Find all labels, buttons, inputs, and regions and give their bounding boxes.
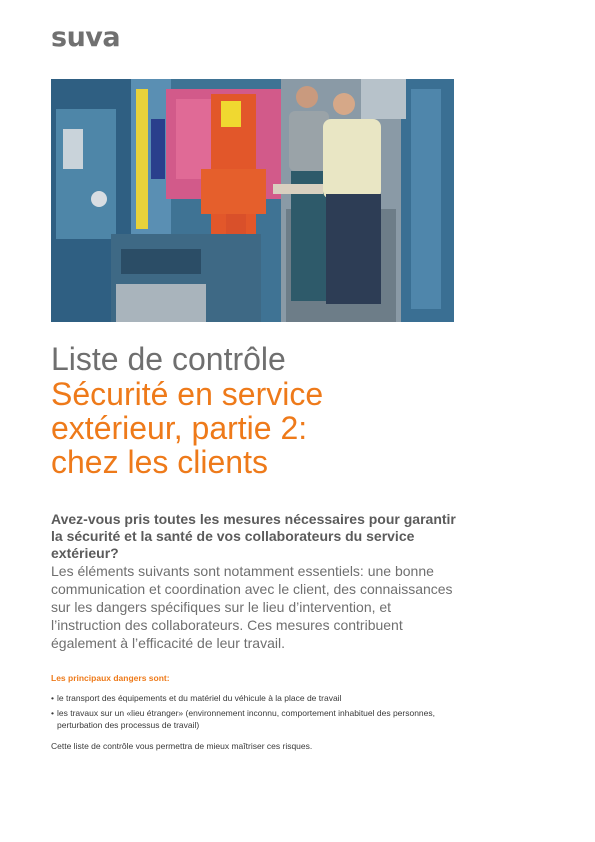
header-photo — [51, 79, 454, 322]
document-title-line-2: extérieur, partie 2: — [51, 410, 308, 446]
dangers-list — [51, 692, 471, 731]
closing-text: Cette liste de contrôle vous permettra de mieux maîtriser ces risques. — [51, 741, 313, 751]
danger-item: • le transport des équipements et du matériel du véhicule à la place de travail — [51, 692, 471, 704]
document-title-line-3: chez les clients — [51, 444, 268, 480]
intro-section — [51, 511, 461, 652]
title-block — [51, 341, 551, 479]
lead-question: Avez-vous pris toutes les mesures nécessaires pour garantir la sécurité et la santé de vos collaborateurs du service extérieur? — [51, 511, 456, 561]
dangers-heading: Les principaux dangers sont: — [51, 673, 170, 683]
document-title-line-1: Sécurité en service — [51, 376, 324, 412]
dangers-section — [51, 672, 471, 752]
intro-paragraph: Les éléments suivants sont notamment essentiels: une bonne communication et coordination avec le client, des connaissances sur les dangers spécifiques sur le lieu d’intervention, et l’instruction des collaborateurs. Ces mesures contribuent également à l’efficacité de leur travail. — [51, 563, 453, 651]
document-category: Liste de contrôle — [51, 341, 286, 377]
suva-logo: suva — [51, 22, 121, 53]
danger-item: • les travaux sur un «lieu étranger» (environnement inconnu, comportement inhabituel des personnes, perturbation des processus de travail) — [51, 707, 471, 731]
